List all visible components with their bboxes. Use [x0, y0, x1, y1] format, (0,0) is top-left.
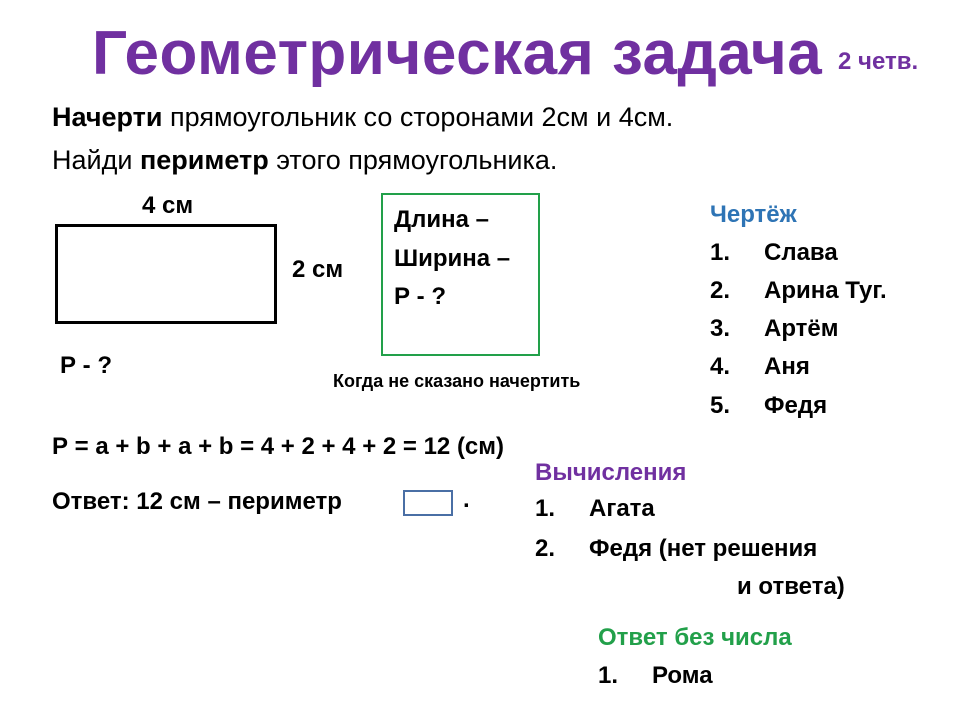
task-keyword-perimeter: периметр [139, 145, 269, 175]
list-item-number: 2. [535, 535, 556, 562]
box-width-line: Ширина – [394, 245, 511, 272]
list-item-number: 3. [710, 315, 731, 342]
list-item-number: 1. [535, 495, 556, 522]
rectangle-top-label: 4 см [142, 192, 194, 219]
box-length-line: Длина – [394, 206, 489, 233]
list-item-name: Федя [764, 392, 828, 419]
quarter-label: 2 четв. [838, 48, 919, 75]
note-text: Когда не сказано начертить [333, 371, 581, 391]
answer-dot: . [463, 486, 470, 513]
list-item-number: 1. [598, 662, 619, 689]
list-item-name: Аня [764, 353, 810, 380]
answer-blank-box [403, 490, 453, 516]
answer-text: Ответ: 12 см – периметр [52, 488, 342, 515]
list-item-name: Слава [764, 239, 838, 266]
task-line-1 [52, 102, 673, 133]
task-line-2-rest: этого прямоугольника. [268, 145, 558, 175]
task-line-2 [52, 145, 557, 176]
task-keyword-draw: Начерти [52, 102, 163, 132]
list-item-name: Арина Туг. [764, 277, 887, 304]
formula: Р = a + b + a + b = 4 + 2 + 4 + 2 = 12 (см) [52, 433, 505, 460]
rectangle-drawing [55, 224, 277, 324]
list-item-name: Рома [652, 662, 713, 689]
drawing-list-heading: Чертёж [710, 201, 797, 228]
task-line-2-start: Найди [52, 145, 140, 175]
list-item-name: Агата [589, 495, 655, 522]
calc-list-heading: Вычисления [535, 459, 687, 486]
list-item-number: 2. [710, 277, 731, 304]
list-item-continuation: и ответа) [737, 573, 845, 600]
no-number-heading: Ответ без числа [598, 624, 792, 651]
list-item-number: 4. [710, 353, 731, 380]
perimeter-question: Р - ? [60, 352, 112, 379]
list-item-number: 1. [710, 239, 731, 266]
box-perimeter-line: Р - ? [394, 283, 446, 310]
dimensions-box [381, 193, 540, 356]
rectangle-side-label: 2 см [292, 256, 344, 283]
list-item-name: Федя (нет решения [589, 535, 818, 562]
page-title: Геометрическая задача [92, 19, 823, 88]
list-item-name: Артём [764, 315, 839, 342]
list-item-number: 5. [710, 392, 731, 419]
task-line-1-rest: прямоугольник со сторонами 2см и 4см. [162, 102, 674, 132]
